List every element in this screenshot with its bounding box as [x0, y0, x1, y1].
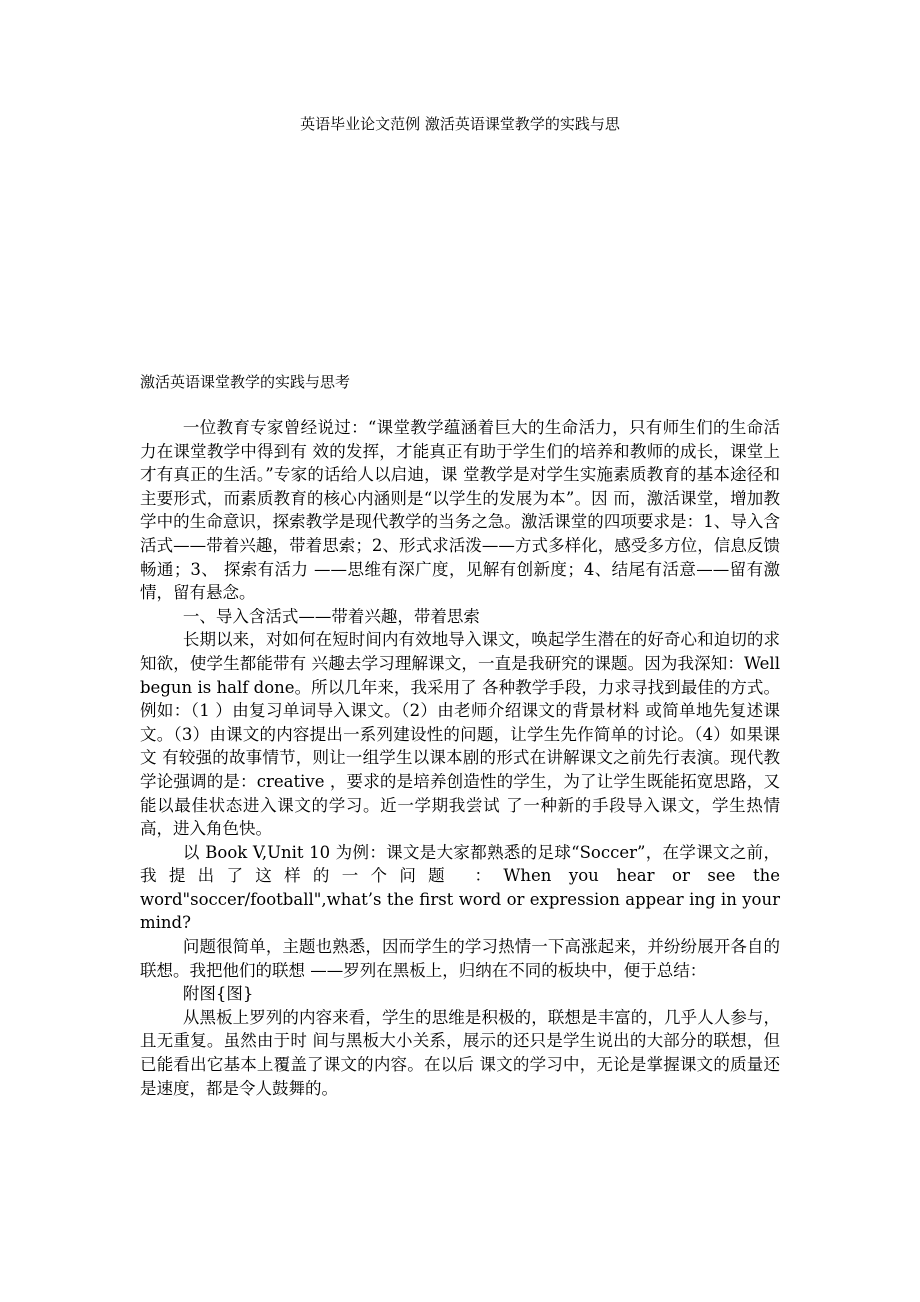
paragraph-lead-in: 长期以来，对如何在短时间内有效地导入课文，唤起学生潜在的好奇心和迫切的求知欲，使学生都能带有 兴趣去学习理解课文，一直是我研究的课题。因为我深知：Well begun is half done。所以几年来，我采用了 各种教学手段，力求寻找到最佳的方式。例如：（1 ）由复习单词导入课文。（2）由老师介绍课文的背景材料 或简单地先复述课文。（3）由课文的内容提出一系列建设性的问题，让学生先作简单的讨论。（4）如果课文 有较强的故事情节，则让一组学生以课本剧的形式在讲解课文之前先行表演。现代教学论强调的是：creative ，要求的是培养创造性的学生，为了让学生既能拓宽思路，又能以最佳状态进入课文的学习。近一学期我尝试 了一种新的手段导入课文，学生热情高，进入角色快。: [140, 630, 780, 839]
paragraph-association: 问题很简单，主题也熟悉，因而学生的学习热情一下高涨起来，并纷纷展开各自的联想。我把他们的联想 ——罗列在黑板上，归纳在不同的板块中，便于总结：: [140, 937, 780, 980]
paragraph-example: 以 Book V,Unit 10 为例：课文是大家都熟悉的足球“Soccer”，在学课文之前，我提出了这样的一个问题 ：When you hear or see the word"soccer/football",what’s the first word or expression appear ing in your mind?: [140, 842, 780, 933]
page-title: 英语毕业论文范例 激活英语课堂教学的实践与思: [300, 115, 620, 133]
paragraph-intro: 一位教育专家曾经说过：“课堂教学蕴涵着巨大的生命活力，只有师生们的生命活力在课堂教学中得到有 效的发挥，才能真正有助于学生们的培养和教师的成长，课堂上才有真正的生活。”专家的话给人以启迪，课 堂教学是对学生实施素质教育的基本途径和主要形式，而素质教育的核心内涵则是“以学生的发展为本”。因 而，激活课堂，增加教学中的生命意识，探索教学是现代教学的当务之急。激活课堂的四项要求是：1、导入含 活式——带着兴趣，带着思索；2、形式求活泼——方式多样化，感受多方位，信息反馈畅通；3、 探索有活力 ——思维有深广度，见解有创新度；4、结尾有活意——留有激情，留有悬念。: [140, 418, 780, 603]
paragraph-subheading: 一、导入含活式——带着兴趣，带着思索: [182, 606, 480, 626]
document-body: [140, 416, 780, 1100]
paragraph-figure-placeholder: 附图{图}: [182, 984, 254, 1004]
section-heading: 激活英语课堂教学的实践与思考: [140, 373, 351, 391]
paragraph-conclusion: 从黑板上罗列的内容来看，学生的思维是积极的，联想是丰富的，几乎人人参与，且无重复。虽然由于时 间与黑板大小关系，展示的还只是学生说出的大部分的联想，但已能看出它基本上覆盖了课文的内容。在以后 课文的学习中，无论是掌握课文的质量还是速度，都是令人鼓舞的。: [140, 1007, 780, 1098]
